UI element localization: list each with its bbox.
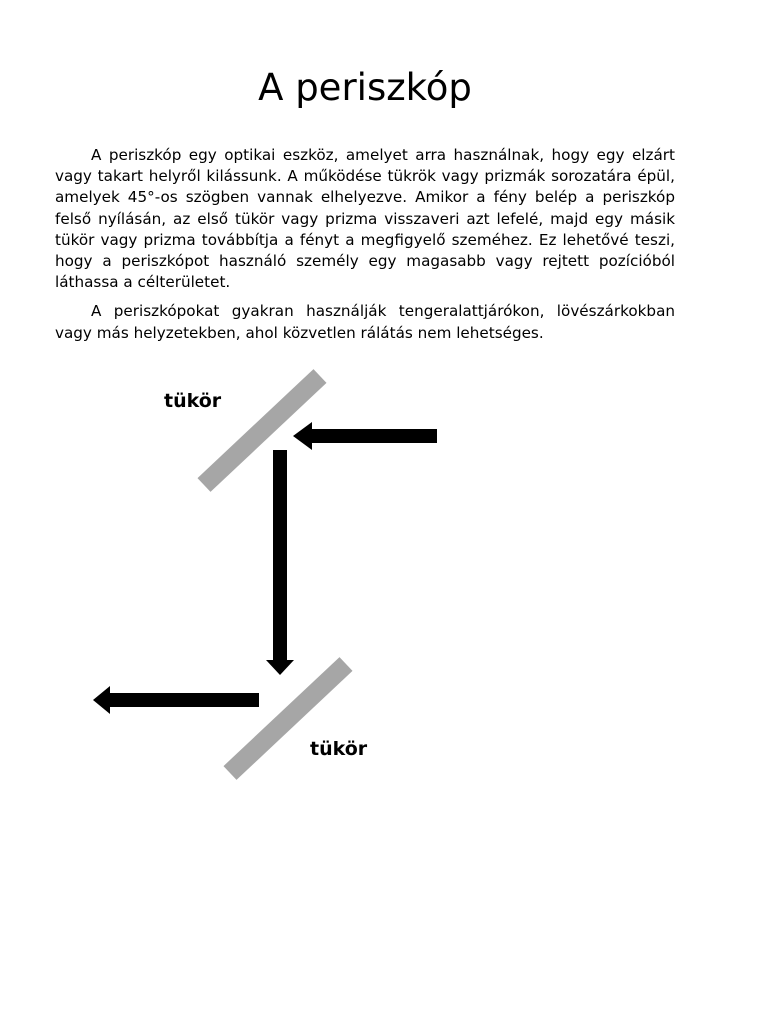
paragraph-intro: A periszkóp egy optikai eszköz, amelyet arra használnak, hogy egy elzárt vagy takart helyről kilássunk. A működése tükrök vagy prizmák sorozatára épül, amelyek 45°-os szögben vannak elhelyezve. Amikor a fény belép a periszkóp felső nyílásán, az első tükör vagy prizma visszaveri azt lefelé, majd egy másik tükör vagy prizma továbbítja a fényt a megfigyelő szeméhez. Ez lehetővé teszi, hogy a periszkópot használó személy egy magasabb vagy rejtett pozícióból láthassa a célterületet.: [55, 146, 675, 292]
page-title: A periszkóp: [258, 66, 472, 109]
outgoing-light-arrow: [93, 686, 259, 714]
top-mirror-label: tükör: [164, 390, 222, 412]
incoming-light-arrow: [293, 422, 437, 450]
paragraph-usage: A periszkópokat gyakran használják tengeralattjárókon, lövészárkokban vagy más helyzetekben, ahol közvetlen rálátás nem lehetséges.: [55, 302, 675, 342]
reflected-light-arrow: [266, 450, 294, 675]
bottom-mirror-label: tükör: [310, 738, 368, 760]
